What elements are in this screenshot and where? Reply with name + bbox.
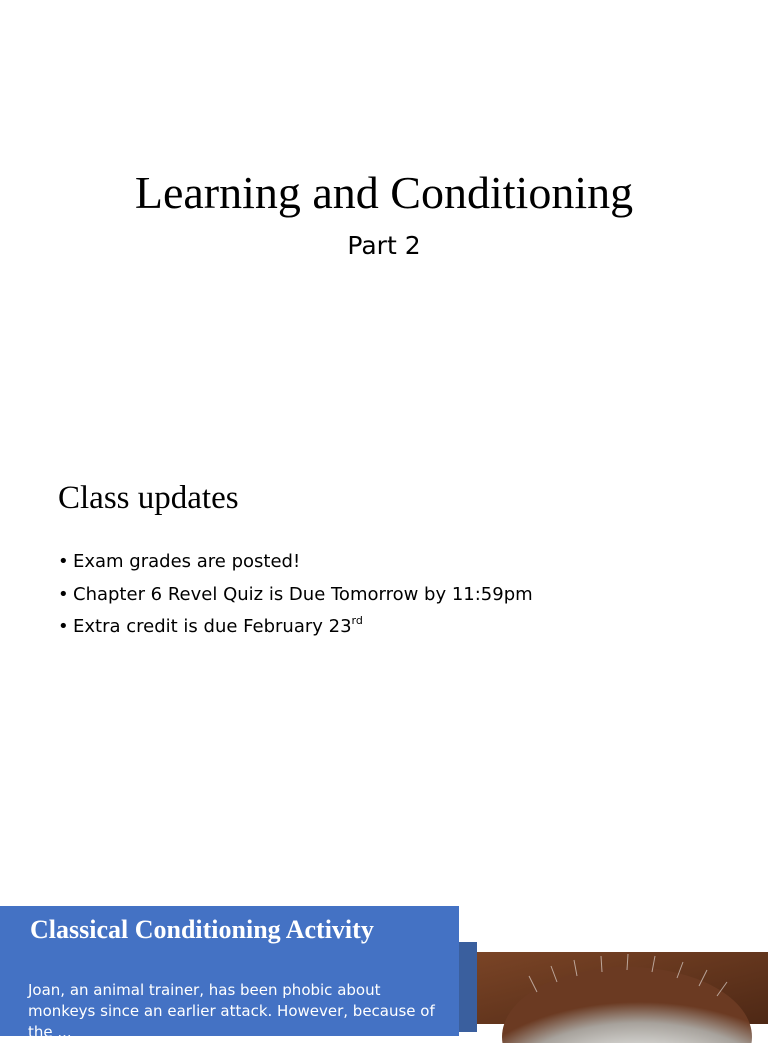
slide-subtitle: Part 2 xyxy=(347,231,421,260)
class-updates-heading: Class updates xyxy=(58,480,239,516)
bullet-icon: • xyxy=(58,583,69,605)
activity-title: Classical Conditioning Activity xyxy=(30,915,374,944)
bullet-text: Extra credit is due February 23 xyxy=(73,616,352,637)
activity-panel xyxy=(0,906,459,1041)
bullet-item xyxy=(58,546,533,579)
slide-title-heading: Learning and Conditioning xyxy=(134,167,634,218)
bullet-text: Exam grades are posted! xyxy=(73,551,301,572)
bullet-icon: • xyxy=(58,616,69,637)
monkey-fur-photo-icon xyxy=(477,952,768,1024)
slide-classical-conditioning xyxy=(0,900,768,1041)
monkey-fur-photo xyxy=(477,952,768,1024)
bullet-list xyxy=(58,546,533,644)
slide-title xyxy=(0,0,768,410)
bullet-icon: • xyxy=(58,551,69,572)
panel-shadow xyxy=(459,942,477,1032)
bullet-text: Chapter 6 Revel Quiz is Due Tomorrow by 11:59pm xyxy=(73,583,533,605)
bullet-item xyxy=(58,579,533,612)
ordinal-superscript: rd xyxy=(351,614,363,627)
activity-body-text: Joan, an animal trainer, has been phobic about monkeys since an earlier attack. However, because of the ... xyxy=(28,981,435,1041)
bullet-item xyxy=(58,611,533,644)
slide-class-updates xyxy=(0,410,768,900)
